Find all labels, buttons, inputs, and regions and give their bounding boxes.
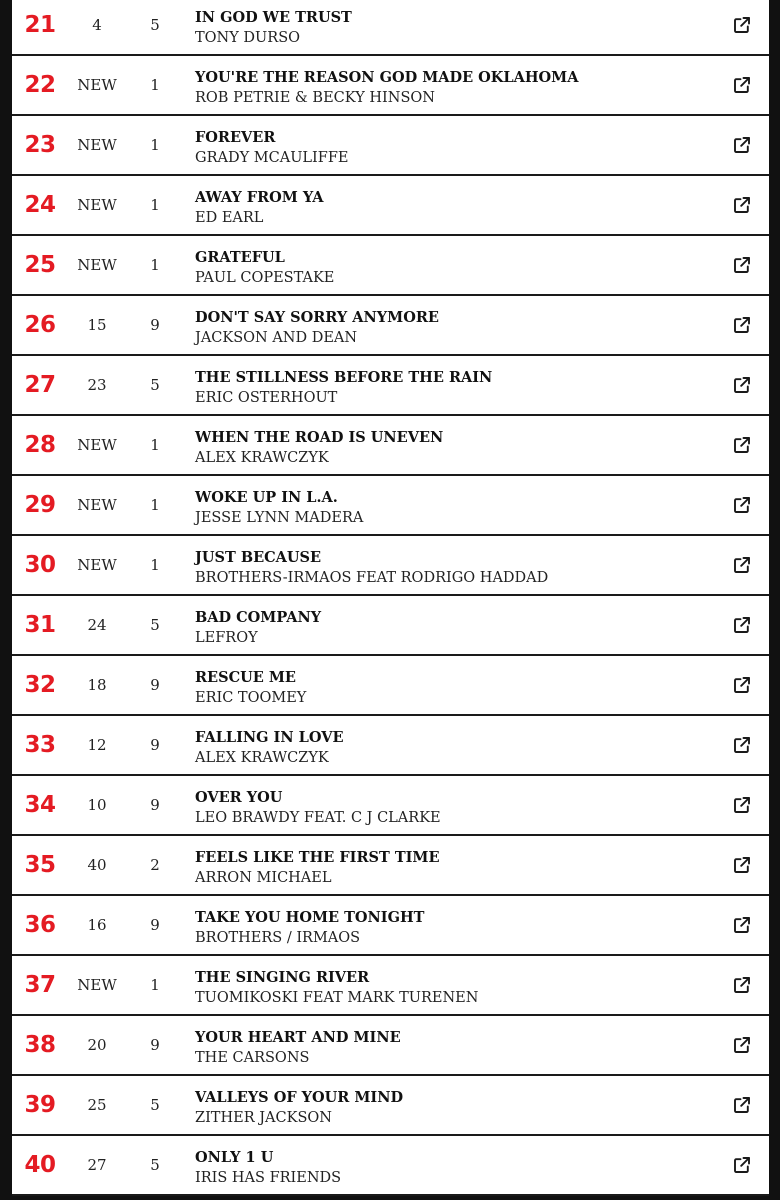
- song-artist: ED EARL: [195, 210, 264, 226]
- song-title: DON'T SAY SORRY ANYMORE: [195, 309, 439, 326]
- song-artist: BROTHERS / IRMAOS: [195, 930, 361, 946]
- weeks-on-chart: 9: [150, 676, 160, 694]
- chart-row-21: [12, 0, 769, 56]
- song-info: [195, 188, 709, 229]
- song-title: FOREVER: [195, 129, 276, 146]
- song-info: [195, 1088, 709, 1129]
- chart-row-37: [12, 956, 769, 1016]
- song-artist: ZITHER JACKSON: [195, 1110, 332, 1126]
- song-title: FALLING IN LOVE: [195, 729, 344, 746]
- external-link-icon[interactable]: [733, 856, 751, 874]
- last-week-position: NEW: [77, 256, 117, 274]
- last-week-position: NEW: [77, 496, 117, 514]
- chart-row-36: [12, 896, 769, 956]
- song-info: [195, 488, 709, 529]
- song-artist: IRIS HAS FRIENDS: [195, 1170, 342, 1186]
- song-title: YOUR HEART AND MINE: [195, 1029, 401, 1046]
- chart-rank: 40: [24, 1152, 56, 1178]
- song-info: [195, 248, 709, 289]
- song-info: [195, 8, 709, 49]
- weeks-on-chart: 5: [150, 616, 160, 634]
- chart-row-35: [12, 836, 769, 896]
- song-artist: THE CARSONS: [195, 1050, 310, 1066]
- song-info: [195, 128, 709, 169]
- external-link-icon[interactable]: [733, 916, 751, 934]
- external-link-icon[interactable]: [733, 616, 751, 634]
- chart-rank: 33: [24, 732, 56, 758]
- weeks-on-chart: 1: [150, 136, 160, 154]
- chart-row-39: [12, 1076, 769, 1136]
- weeks-on-chart: 1: [150, 76, 160, 94]
- last-week-position: 27: [87, 1156, 107, 1174]
- external-link-icon[interactable]: [733, 376, 751, 394]
- last-week-position: 24: [87, 616, 107, 634]
- song-title: VALLEYS OF YOUR MIND: [195, 1089, 404, 1106]
- chart-rank: 27: [24, 372, 56, 398]
- last-week-position: 20: [87, 1036, 107, 1054]
- song-info: [195, 668, 709, 709]
- last-week-position: NEW: [77, 196, 117, 214]
- external-link-icon[interactable]: [733, 796, 751, 814]
- song-title: THE STILLNESS BEFORE THE RAIN: [195, 369, 493, 386]
- last-week-position: NEW: [77, 76, 117, 94]
- song-info: [195, 1028, 709, 1069]
- last-week-position: NEW: [77, 436, 117, 454]
- song-title: OVER YOU: [195, 789, 283, 806]
- chart-row-32: [12, 656, 769, 716]
- last-week-position: 16: [87, 916, 107, 934]
- external-link-icon[interactable]: [733, 16, 751, 34]
- weeks-on-chart: 1: [150, 436, 160, 454]
- external-link-icon[interactable]: [733, 976, 751, 994]
- chart-rank: 25: [24, 252, 56, 278]
- chart-rank: 28: [24, 432, 56, 458]
- song-info: [195, 848, 709, 889]
- song-artist: BROTHERS-IRMAOS FEAT RODRIGO HADDAD: [195, 570, 549, 586]
- weeks-on-chart: 9: [150, 316, 160, 334]
- chart-rank: 37: [24, 972, 56, 998]
- last-week-position: 40: [87, 856, 107, 874]
- last-week-position: 23: [87, 376, 107, 394]
- song-title: JUST BECAUSE: [195, 549, 322, 566]
- song-title: GRATEFUL: [195, 249, 285, 266]
- chart-rank: 21: [24, 12, 56, 38]
- song-info: [195, 908, 709, 949]
- song-artist: ARRON MICHAEL: [195, 870, 332, 886]
- chart-list: [12, 0, 769, 1196]
- song-title: ONLY 1 U: [195, 1149, 274, 1166]
- song-artist: ROB PETRIE & BECKY HINSON: [195, 90, 435, 106]
- last-week-position: NEW: [77, 976, 117, 994]
- chart-rank: 32: [24, 672, 56, 698]
- song-info: [195, 428, 709, 469]
- external-link-icon[interactable]: [733, 496, 751, 514]
- external-link-icon[interactable]: [733, 76, 751, 94]
- external-link-icon[interactable]: [733, 736, 751, 754]
- song-title: THE SINGING RIVER: [195, 969, 370, 986]
- external-link-icon[interactable]: [733, 1156, 751, 1174]
- weeks-on-chart: 1: [150, 496, 160, 514]
- chart-row-33: [12, 716, 769, 776]
- song-title: WHEN THE ROAD IS UNEVEN: [195, 429, 444, 446]
- external-link-icon[interactable]: [733, 1096, 751, 1114]
- chart-row-28: [12, 416, 769, 476]
- weeks-on-chart: 2: [150, 856, 160, 874]
- weeks-on-chart: 5: [150, 1156, 160, 1174]
- weeks-on-chart: 1: [150, 556, 160, 574]
- song-artist: ERIC TOOMEY: [195, 690, 307, 706]
- external-link-icon[interactable]: [733, 136, 751, 154]
- last-week-position: 10: [87, 796, 107, 814]
- last-week-position: 12: [87, 736, 107, 754]
- chart-row-22: [12, 56, 769, 116]
- song-artist: GRADY MCAULIFFE: [195, 150, 349, 166]
- chart-rank: 31: [24, 612, 56, 638]
- external-link-icon[interactable]: [733, 676, 751, 694]
- song-artist: LEO BRAWDY FEAT. C J CLARKE: [195, 810, 441, 826]
- song-artist: JACKSON AND DEAN: [195, 330, 358, 346]
- chart-rank: 34: [24, 792, 56, 818]
- last-week-position: 4: [92, 16, 102, 34]
- chart-rank: 24: [24, 192, 56, 218]
- last-week-position: 25: [87, 1096, 107, 1114]
- song-title: YOU'RE THE REASON GOD MADE OKLAHOMA: [195, 69, 579, 86]
- chart-rank: 22: [24, 72, 56, 98]
- external-link-icon[interactable]: [733, 196, 751, 214]
- song-info: [195, 548, 709, 589]
- chart-row-23: [12, 116, 769, 176]
- weeks-on-chart: 5: [150, 376, 160, 394]
- chart-row-25: [12, 236, 769, 296]
- chart-rank: 39: [24, 1092, 56, 1118]
- song-title: BAD COMPANY: [195, 609, 322, 626]
- song-artist: TUOMIKOSKI FEAT MARK TURENEN: [195, 990, 479, 1006]
- song-title: TAKE YOU HOME TONIGHT: [195, 909, 425, 926]
- weeks-on-chart: 9: [150, 1036, 160, 1054]
- song-info: [195, 308, 709, 349]
- external-link-icon[interactable]: [733, 436, 751, 454]
- song-info: [195, 728, 709, 769]
- last-week-position: 18: [87, 676, 107, 694]
- song-title: FEELS LIKE THE FIRST TIME: [195, 849, 440, 866]
- song-info: [195, 608, 709, 649]
- chart-rank: 36: [24, 912, 56, 938]
- weeks-on-chart: 5: [150, 16, 160, 34]
- weeks-on-chart: 1: [150, 976, 160, 994]
- chart-rank: 30: [24, 552, 56, 578]
- chart-row-34: [12, 776, 769, 836]
- weeks-on-chart: 9: [150, 796, 160, 814]
- chart-rank: 38: [24, 1032, 56, 1058]
- weeks-on-chart: 9: [150, 916, 160, 934]
- chart-row-24: [12, 176, 769, 236]
- chart-rank: 35: [24, 852, 56, 878]
- song-artist: ERIC OSTERHOUT: [195, 390, 338, 406]
- song-info: [195, 68, 709, 109]
- chart-rank: 23: [24, 132, 56, 158]
- chart-rank: 26: [24, 312, 56, 338]
- song-title: AWAY FROM YA: [195, 189, 324, 206]
- external-link-icon[interactable]: [733, 1036, 751, 1054]
- song-info: [195, 788, 709, 829]
- chart-row-30: [12, 536, 769, 596]
- song-title: RESCUE ME: [195, 669, 296, 686]
- song-artist: JESSE LYNN MADERA: [195, 510, 364, 526]
- external-link-icon[interactable]: [733, 556, 751, 574]
- song-artist: LEFROY: [195, 630, 258, 646]
- chart-row-29: [12, 476, 769, 536]
- chart-rank: 29: [24, 492, 56, 518]
- chart-row-40: [12, 1136, 769, 1196]
- last-week-position: 15: [87, 316, 107, 334]
- external-link-icon[interactable]: [733, 316, 751, 334]
- song-artist: TONY DURSO: [195, 30, 301, 46]
- last-week-position: NEW: [77, 136, 117, 154]
- song-info: [195, 968, 709, 1009]
- weeks-on-chart: 1: [150, 196, 160, 214]
- chart-row-31: [12, 596, 769, 656]
- song-info: [195, 1148, 709, 1189]
- song-artist: ALEX KRAWCZYK: [195, 750, 329, 766]
- chart-row-27: [12, 356, 769, 416]
- song-info: [195, 368, 709, 409]
- weeks-on-chart: 5: [150, 1096, 160, 1114]
- song-title: WOKE UP IN L.A.: [195, 489, 338, 506]
- last-week-position: NEW: [77, 556, 117, 574]
- chart-row-26: [12, 296, 769, 356]
- song-artist: ALEX KRAWCZYK: [195, 450, 329, 466]
- weeks-on-chart: 9: [150, 736, 160, 754]
- song-title: IN GOD WE TRUST: [195, 9, 352, 26]
- song-artist: PAUL COPESTAKE: [195, 270, 335, 286]
- external-link-icon[interactable]: [733, 256, 751, 274]
- weeks-on-chart: 1: [150, 256, 160, 274]
- chart-row-38: [12, 1016, 769, 1076]
